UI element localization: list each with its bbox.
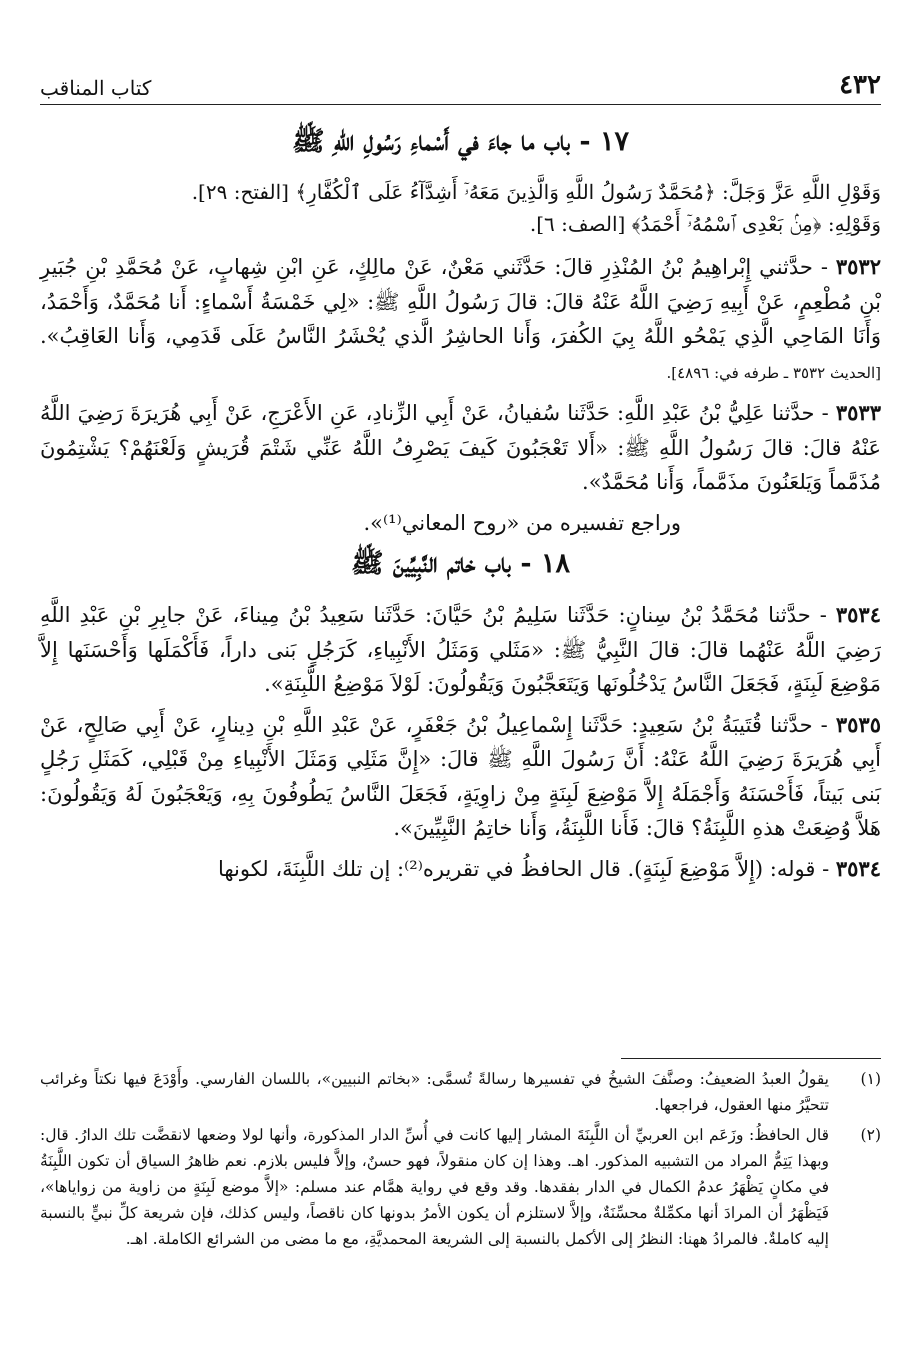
verse-line-1: وَقَوْلِ اللَّهِ عَزَّ وَجَلَّ: ﴿مُحَمَّدٌ رَسُولُ اللَّهِ وَالَّذِينَ مَعَهُۥٓ أَشِدَّآءُ عَلَى ٱلْكُفَّارِ﴾ [الفتح: ٢٩]. <box>191 180 881 204</box>
commentary-3534 <box>40 852 881 887</box>
hadith-number: ٣٥٣٣ <box>835 400 881 425</box>
chapter-18-title: ١٨ - باب خاتم النَّبِيِّينَ ﷺ <box>351 548 570 579</box>
footnote-text: قال الحافظُ: وزَعَم ابن العربيِّ أن اللَّبِنَةَ المشار إليها كانت في أُسِّ الدار المذكورة، وأنها لولا وضعها لانقضَّت تلك الدارُ. قال: وبهذا يَتِمُّ المراد من التشبيه المذكور. اهـ. وهذا إن كان منقولاً، فهو حسنٌ، وإلاَّ فليس بلازم. نعم ظاهرُ السياق أن تكون اللَّبِنَةُ في مكانٍ يَظْهَرُ عدمُ الكمال في الدار بفقدها. وقد وقع في رواية همَّام عند مسلم: «إلاَّ موضع لَبِنَةٍ من زاوية من زواياها»، فَيَظْهَرُ أن المرادَ أنها مكمِّلةٌ محسِّنَةٌ، وإلاَّ لاستلزم أن يكون الأمرُ بدونها كان ناقصاً، وليس كذلك، فإن شريعة كلِّ نبيٍّ بالنسبة إليه كاملةٌ. فالمرادُ ههنا: النظرُ إلى الأكمل بالنسبة إلى الشريعة المحمديَّةِ، مع ما مضى من الشرائع الكاملة. اهـ. <box>40 1126 830 1248</box>
hadith-number: ٣٥٣٥ <box>835 711 881 737</box>
book-title: كتاب المناقب <box>40 76 152 100</box>
hadith-3533 <box>40 396 881 500</box>
footnote-2 <box>40 1122 881 1252</box>
footnotes <box>40 1066 881 1256</box>
chapter-17-title: ١٧ - باب ما جاءَ في أَسْماءِ رَسُولِ اللهِ ﷺ <box>291 126 630 157</box>
verse-line-2: وَقَوْلِهِ: ﴿مِنۢ بَعْدِى ٱسْمُهُۥٓ أَحْمَدُ﴾ [الصف: ٦]. <box>529 212 881 236</box>
footnote-mark: (١) <box>860 1070 881 1088</box>
hadith-text: - حدَّثنا عَلِيُّ بْنُ عَبْدِ اللَّهِ: حَدَّثَنا سُفيانُ، عَنْ أَبِي الزِّنادِ، عَنِ الأَعْرَجِ، عَنْ أَبِي هُرَيرَةَ رَضِيَ اللَّهُ عَنْهُ قالَ: قالَ رَسُولُ اللَّهِ ﷺ: «أَلا تَعْجَبُونَ كَيفَ يَصْرِفُ اللَّهُ عَنِّي شَتْمَ قُرَيشٍ وَلَعْنَهُمْ؟ يَشْتِمُونَ مُذَمَّماً وَيَلعَنُونَ مذَمَّماً، وَأَنا مُحَمَّدٌ». <box>40 401 881 494</box>
hadith-text: - حدَّثنا مُحَمَّدُ بْنُ سِنانٍ: حَدَّثَنا سَلِيمُ بْنُ حَيَّانَ: حَدَّثَنا سَعِيدُ بْنُ مِيناءَ، عَنْ جابِرِ بْنِ عَبْدِ اللَّهِ رَضِيَ اللَّهُ عَنْهُما قالَ: قالَ النَّبِيُّ ﷺ: «مَثَلي وَمَثَلُ الأَنْبِياءِ، كَرَجُلٍ بَنى داراً، فَأَكْمَلَها وَأَحْسَنَها إِلاَّ مَوْضِعَ لَبِنَةٍ، فَجَعَلَ النَّاسُ يَدْخُلُونَها وَيَتَعَجَّبُونَ وَيَقُولُونَ: لَوْلاَ مَوْضِعُ اللَّبِنَةِ». <box>40 603 881 696</box>
footnote-text: يقولُ العبدُ الضعيفُ: وصنَّفَ الشيخُ في تفسيرها رسالةً تُسمَّى: «بخاتم النبيين»، باللسان الفارسي. وأَوْدَعَ فيها نكتاً وغرائب تتحيَّرُ منها العقول، فراجعها. <box>40 1070 829 1114</box>
hadith-number: ٣٥٣٤ <box>835 602 881 627</box>
footnote-1 <box>40 1066 881 1118</box>
main-text <box>40 118 881 892</box>
hadith-3535 <box>40 708 881 846</box>
commentary-note: وراجع تفسيره من «روح المعاني⁽¹⁾». <box>363 510 681 535</box>
page-number: ٤٣٢ <box>839 70 881 100</box>
footnote-separator <box>621 1058 881 1059</box>
running-header <box>40 60 881 105</box>
hadith-text: - حدَّثني إِبْراهِيمُ بْنُ المُنْذِرِ قالَ: حَدَّثَني مَعْنٌ، عَنْ مالِكٍ، عَنِ ابْنِ شِهابٍ، عَنْ مُحَمَّدِ بْنِ جُبَيرِ بْنِ مُطْعِمٍ، عَنْ أَبِيهِ رَضِيَ اللَّهُ عَنْهُ قالَ: قالَ رَسُولُ اللَّهِ ﷺ: «لِي خَمْسَةُ أَسْماءٍ: أَنا مُحَمَّدٌ، وَأَحْمَدُ، وَأَنَا المَاحِي الَّذِي يَمْحُو اللَّهُ بِيَ الكُفرَ، وَأَنا الحاشِرُ الَّذي يُحْشَرُ النَّاسُ عَلَى قَدَمِي، وَأَنا العَاقِبُ». <box>40 255 881 348</box>
footnote-mark: (٢) <box>860 1126 881 1144</box>
hadith-text: - حدَّثنا قُتَيبَةُ بْنُ سَعِيدٍ: حَدَّثَنا إِسْماعِيلُ بْنُ جَعْفَرٍ، عَنْ عَبْدِ اللَّهِ بْنِ دِينارٍ، عَنْ أَبِي صَالِحٍ، عَنْ أَبِي هُرَيرَةَ رَضِيَ اللَّهُ عَنْهُ: أَنَّ رَسُولَ اللَّهِ ﷺ قالَ: «إِنَّ مَثَلِي وَمَثَلَ الأَنْبِياءِ مِنْ قَبْلِي، كَمَثَلِ رَجُلٍ بَنى بَيتاً، فَأَحْسَنَهُ وَأَجْمَلَهُ إِلاَّ مَوْضِعَ لَبِنَةٍ مِنْ زاوِيَةٍ، فَجَعَلَ النَّاسُ يَطُوفُونَ بِهِ، وَيَعْجَبُونَ لَهُ وَيَقُولُونَ: هَلاَّ وُضِعَتْ هذهِ اللَّبِنَةُ؟ قالَ: فَأَنا اللَّبِنَةُ، وَأَنا خاتِمُ النَّبِيِّينَ». <box>40 712 881 840</box>
hadith-reference: [الحديث ٣٥٣٢ ـ طرفه في: ٤٨٩٦]. <box>666 363 881 382</box>
hadith-3534 <box>40 598 881 702</box>
commentary-text: - قوله: (إِلاَّ مَوْضِعَ لَبِنَةٍ). قال الحافظُ في تقريره⁽²⁾: إن تلك اللَّبِنَةَ، لكونها <box>217 856 836 881</box>
commentary-number: ٣٥٣٤ <box>835 855 881 881</box>
hadith-3532 <box>40 250 881 390</box>
chapter-17-verses <box>40 176 881 240</box>
hadith-number: ٣٥٣٢ <box>835 254 881 279</box>
